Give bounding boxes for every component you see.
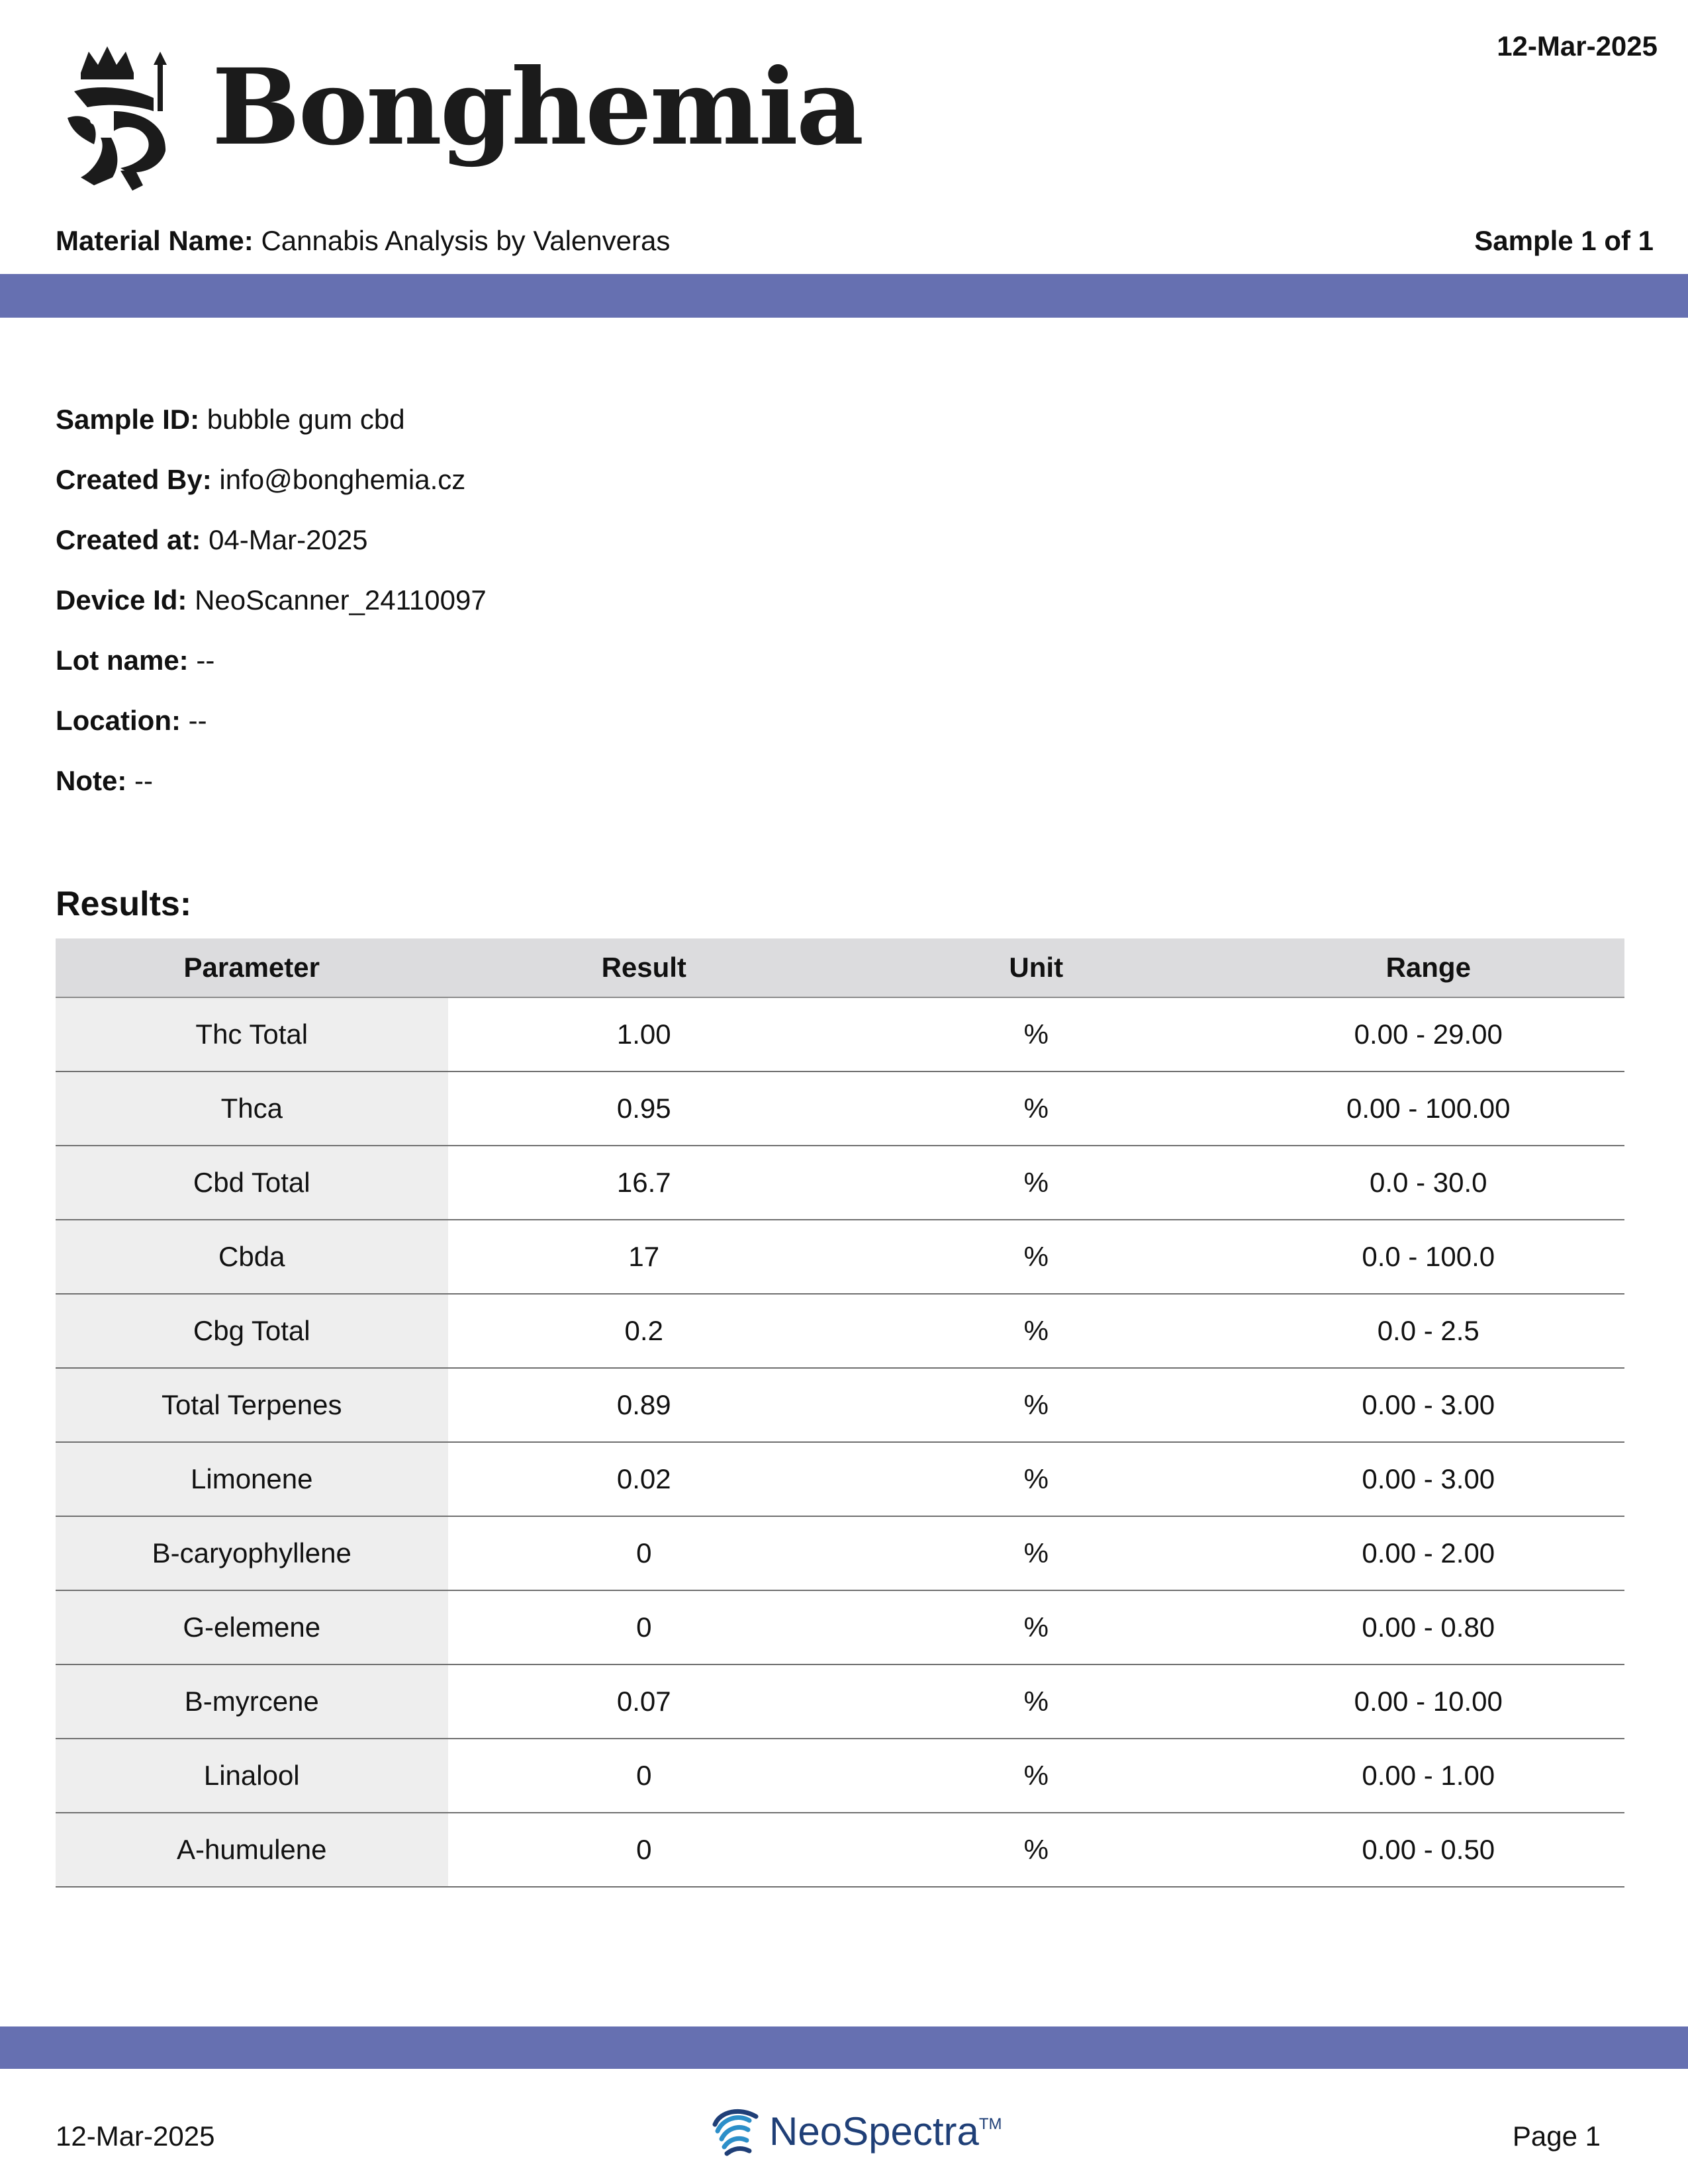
column-header-range: Range bbox=[1233, 938, 1625, 997]
meta-label: Note: bbox=[56, 765, 127, 796]
cell-result: 0.02 bbox=[448, 1442, 841, 1516]
material-value: Cannabis Analysis by Valenveras bbox=[261, 225, 671, 256]
cell-parameter: Total Terpenes bbox=[56, 1368, 448, 1442]
sample-count: Sample 1 of 1 bbox=[1474, 225, 1654, 256]
cell-result: 0 bbox=[448, 1739, 841, 1813]
cell-result: 0.07 bbox=[448, 1664, 841, 1739]
meta-label: Created at: bbox=[56, 524, 201, 555]
cell-range: 0.00 - 0.80 bbox=[1233, 1590, 1625, 1664]
cell-range: 0.0 - 2.5 bbox=[1233, 1294, 1625, 1368]
meta-device-id bbox=[56, 580, 487, 641]
column-header-parameter: Parameter bbox=[56, 938, 448, 997]
meta-value: -- bbox=[196, 645, 215, 676]
cell-result: 0 bbox=[448, 1516, 841, 1590]
cell-result: 0 bbox=[448, 1590, 841, 1664]
cell-unit: % bbox=[840, 1516, 1233, 1590]
meta-created-at bbox=[56, 520, 487, 580]
cell-range: 0.00 - 10.00 bbox=[1233, 1664, 1625, 1739]
table-row bbox=[56, 1071, 1624, 1146]
meta-value: 04-Mar-2025 bbox=[209, 524, 368, 555]
cell-parameter: Cbda bbox=[56, 1220, 448, 1294]
cell-range: 0.00 - 1.00 bbox=[1233, 1739, 1625, 1813]
cell-unit: % bbox=[840, 1442, 1233, 1516]
material-label: Material Name: bbox=[56, 225, 254, 256]
table-row bbox=[56, 1739, 1624, 1813]
cell-range: 0.00 - 3.00 bbox=[1233, 1442, 1625, 1516]
cell-range: 0.00 - 3.00 bbox=[1233, 1368, 1625, 1442]
cell-result: 0.89 bbox=[448, 1368, 841, 1442]
material-name bbox=[56, 225, 670, 257]
table-header-row bbox=[56, 938, 1624, 997]
meta-lot-name bbox=[56, 641, 487, 701]
cell-unit: % bbox=[840, 1071, 1233, 1146]
cell-range: 0.0 - 100.0 bbox=[1233, 1220, 1625, 1294]
cell-result: 16.7 bbox=[448, 1146, 841, 1220]
cell-result: 17 bbox=[448, 1220, 841, 1294]
table-row bbox=[56, 1368, 1624, 1442]
cell-parameter: Thc Total bbox=[56, 997, 448, 1071]
meta-location bbox=[56, 701, 487, 761]
cell-range: 0.0 - 30.0 bbox=[1233, 1146, 1625, 1220]
trademark-mark: TM bbox=[978, 2115, 1002, 2133]
meta-sample-id bbox=[56, 400, 487, 460]
meta-label: Location: bbox=[56, 705, 181, 736]
column-header-unit: Unit bbox=[840, 938, 1233, 997]
meta-value: -- bbox=[188, 705, 207, 736]
signal-waves-icon bbox=[708, 2105, 764, 2160]
table-row bbox=[56, 1220, 1624, 1294]
meta-value: bubble gum cbd bbox=[207, 404, 405, 435]
cell-unit: % bbox=[840, 1739, 1233, 1813]
cell-parameter: Cbd Total bbox=[56, 1146, 448, 1220]
cell-parameter: B-caryophyllene bbox=[56, 1516, 448, 1590]
cell-range: 0.00 - 29.00 bbox=[1233, 997, 1625, 1071]
cell-range: 0.00 - 2.00 bbox=[1233, 1516, 1625, 1590]
report-date: 12-Mar-2025 bbox=[1497, 30, 1658, 62]
neospectra-logo bbox=[708, 2105, 1002, 2164]
cell-unit: % bbox=[840, 1664, 1233, 1739]
table-row bbox=[56, 1813, 1624, 1887]
results-title: Results: bbox=[56, 885, 192, 923]
results-table bbox=[56, 938, 1624, 1888]
cell-result: 0.95 bbox=[448, 1071, 841, 1146]
brand-logo-icon bbox=[54, 38, 180, 197]
meta-label: Device Id: bbox=[56, 584, 187, 615]
cell-parameter: Linalool bbox=[56, 1739, 448, 1813]
cell-range: 0.00 - 0.50 bbox=[1233, 1813, 1625, 1887]
table-row bbox=[56, 1664, 1624, 1739]
meta-label: Sample ID: bbox=[56, 404, 200, 435]
cell-unit: % bbox=[840, 1368, 1233, 1442]
meta-value: info@bonghemia.cz bbox=[219, 464, 466, 495]
neospectra-logo-text bbox=[769, 2109, 1002, 2154]
cell-parameter: Cbg Total bbox=[56, 1294, 448, 1368]
table-row bbox=[56, 1590, 1624, 1664]
meta-value: NeoScanner_24110097 bbox=[195, 584, 487, 615]
table-row bbox=[56, 1516, 1624, 1590]
cell-result: 1.00 bbox=[448, 997, 841, 1071]
meta-note bbox=[56, 761, 487, 821]
cell-parameter: B-myrcene bbox=[56, 1664, 448, 1739]
cell-unit: % bbox=[840, 1590, 1233, 1664]
meta-value: -- bbox=[134, 765, 153, 796]
cell-parameter: A-humulene bbox=[56, 1813, 448, 1887]
meta-label: Lot name: bbox=[56, 645, 189, 676]
cell-parameter: Thca bbox=[56, 1071, 448, 1146]
table-row bbox=[56, 997, 1624, 1071]
footer-date: 12-Mar-2025 bbox=[56, 2120, 215, 2152]
footer-band bbox=[0, 2026, 1688, 2069]
meta-created-by bbox=[56, 460, 487, 520]
header-band bbox=[0, 274, 1688, 318]
table-row bbox=[56, 1146, 1624, 1220]
cell-unit: % bbox=[840, 1220, 1233, 1294]
cell-parameter: Limonene bbox=[56, 1442, 448, 1516]
cell-unit: % bbox=[840, 1146, 1233, 1220]
cell-parameter: G-elemene bbox=[56, 1590, 448, 1664]
sample-metadata bbox=[56, 400, 487, 821]
cell-unit: % bbox=[840, 997, 1233, 1071]
meta-label: Created By: bbox=[56, 464, 212, 495]
neospectra-name: NeoSpectra bbox=[769, 2109, 979, 2154]
brand-name: Bonghemia bbox=[212, 46, 863, 169]
cell-range: 0.00 - 100.00 bbox=[1233, 1071, 1625, 1146]
page-number: Page 1 bbox=[1512, 2120, 1601, 2152]
cell-unit: % bbox=[840, 1813, 1233, 1887]
table-row bbox=[56, 1294, 1624, 1368]
table-row bbox=[56, 1442, 1624, 1516]
cell-result: 0.2 bbox=[448, 1294, 841, 1368]
cell-result: 0 bbox=[448, 1813, 841, 1887]
column-header-result: Result bbox=[448, 938, 841, 997]
cell-unit: % bbox=[840, 1294, 1233, 1368]
